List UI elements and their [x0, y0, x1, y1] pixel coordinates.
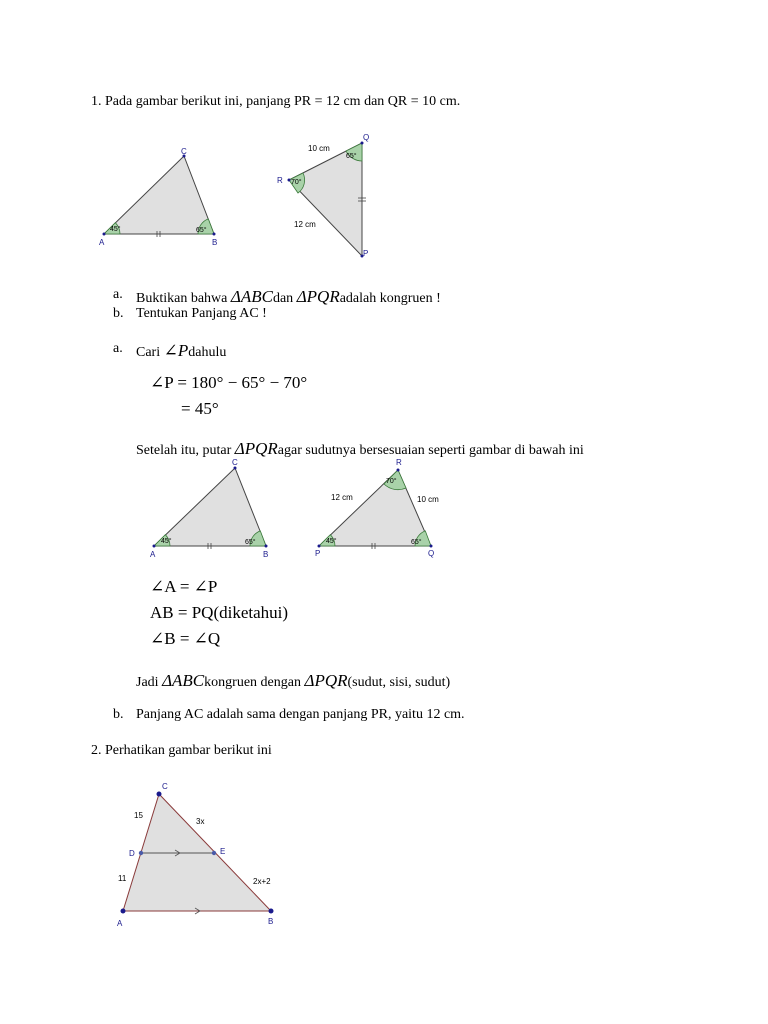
vertex-a-label: A [99, 238, 105, 247]
vertex-r-label-2: R [396, 458, 402, 467]
vertex-p-label-2: P [315, 549, 321, 558]
vertex-b-label-2: B [263, 550, 269, 559]
vertex-q-label: Q [363, 133, 370, 142]
vertex-d-label-q2: D [129, 849, 135, 858]
item-a-label: a. [113, 287, 123, 302]
vertex-p-label: P [363, 249, 369, 258]
triangle-pqr-shape-2 [319, 470, 431, 546]
item-b-label: b. [113, 306, 124, 321]
side-eb-label: 2x+2 [253, 877, 271, 886]
figure-2-trapezoid-triangle [110, 778, 290, 928]
angle-p-label-2: 45° [326, 538, 337, 545]
calc-line-1: ∠P = 180° − 65° − 70° [150, 373, 308, 392]
question-1-intro: 1. Pada gambar berikut ini, panjang PR = 12 cm dan QR = 10 cm. [91, 94, 461, 109]
angle-p-symbol: ∠P [163, 341, 189, 360]
vertex-c-label: C [181, 147, 187, 156]
triangle-abc-shape [104, 156, 214, 234]
triangle-abc-shape-2 [154, 468, 266, 546]
item-b-question: Tentukan Panjang AC ! [136, 306, 267, 321]
side-qr-label: 10 cm [308, 144, 330, 153]
triangle-abc-symbol: ΔABC [230, 287, 273, 306]
figure-2-triangle-pqr [310, 454, 450, 560]
vertex-a-label-q2: A [117, 919, 123, 928]
vertex-a-label-2: A [150, 550, 156, 559]
angle-r-label: 70° [291, 179, 302, 186]
vertex-b-label: B [212, 238, 218, 247]
angle-q-label-2: 65° [411, 539, 422, 546]
calc-line-2: = 45° [181, 399, 219, 418]
angle-a-label-2: 45° [161, 538, 172, 545]
figure-1-triangle-abc [96, 144, 226, 250]
figure-2-triangle-abc [146, 456, 274, 560]
vertex-q-label-2: Q [428, 549, 435, 558]
figure-1-triangle-pqr [272, 132, 382, 262]
vertex-b-label-q2: B [268, 917, 274, 926]
equation-ab-pq: AB = PQ(diketahui) [150, 603, 289, 622]
side-pr-label: 12 cm [294, 220, 316, 229]
item-a-question: Buktikan bahwa ΔABCdan ΔPQRadalah kongruen ! [136, 287, 441, 306]
angle-q-label: 65° [346, 153, 357, 160]
angle-r-label-2: 70° [386, 478, 397, 485]
question-2-intro: 2. Perhatikan gambar berikut ini [91, 743, 272, 758]
answer-a-intro: Cari ∠Pdahulu [136, 341, 227, 360]
angle-a-label: 45° [110, 226, 121, 233]
vertex-r-label: R [277, 176, 283, 185]
vertex-c-label-2: C [232, 458, 238, 467]
rotate-sentence: Setelah itu, putar ΔPQRagar sudutnya bersesuaian seperti gambar di bawah ini [136, 439, 584, 458]
vertex-c-label-q2: C [162, 782, 168, 791]
equation-angle-b-q: ∠B = ∠Q [150, 629, 221, 648]
answer-a-label: a. [113, 341, 123, 356]
side-ce-label: 3x [196, 817, 205, 826]
answer-b-text: Panjang AC adalah sama dengan panjang PR, yaitu 12 cm. [136, 707, 465, 722]
equation-angle-a-p: ∠A = ∠P [150, 577, 218, 596]
angle-b-label-2: 65° [245, 539, 256, 546]
side-qr-label-2: 10 cm [417, 495, 439, 504]
vertex-e-label-q2: E [220, 847, 226, 856]
conclusion-sentence: Jadi ΔABCkongruen dengan ΔPQR(sudut, sisi, sudut) [136, 671, 451, 690]
answer-b-label: b. [113, 707, 124, 722]
angle-b-label: 65° [196, 227, 207, 234]
side-da-label: 11 [118, 874, 127, 883]
triangle-pqr-symbol: ΔPQR [296, 287, 340, 306]
side-pr-label-2: 12 cm [331, 493, 353, 502]
side-cd-label: 15 [134, 811, 143, 820]
